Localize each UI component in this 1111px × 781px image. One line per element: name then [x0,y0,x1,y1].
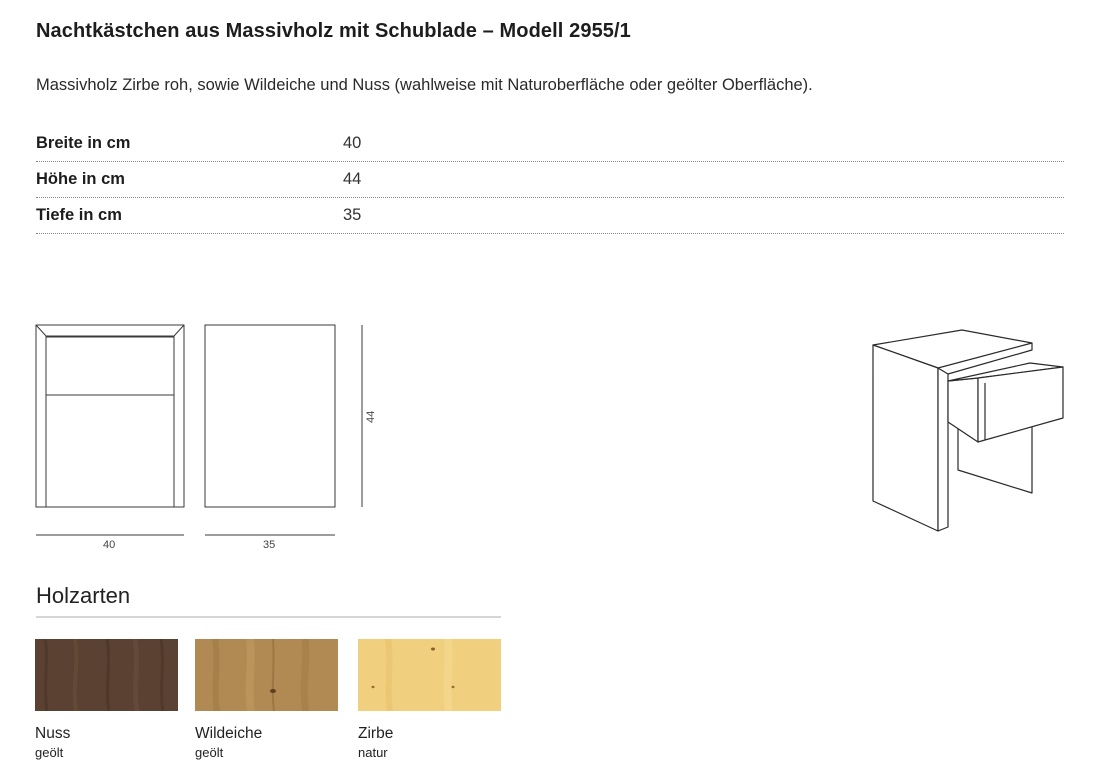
spec-label: Tiefe in cm [36,206,122,224]
oak-texture [195,639,338,711]
wood-name: Wildeiche [195,725,263,742]
walnut-texture [35,639,178,711]
product-title: Nachtkästchen aus Massivholz mit Schublade – Modell 2955/1 [36,20,631,42]
wood-finish: geölt [35,745,64,760]
spec-value: 35 [343,206,362,224]
wood-name: Zirbe [358,725,394,742]
product-description: Massivholz Zirbe roh, sowie Wildeiche und Nuss (wahlweise mit Naturoberfläche oder geölter Oberfläche). [36,76,813,94]
spec-value: 40 [343,134,362,152]
side-view-drawing [205,325,335,507]
front-width-label: 40 [103,539,116,551]
spec-value: 44 [343,170,362,188]
wood-finish: geölt [195,745,224,760]
wood-finish: natur [358,745,388,760]
wood-swatch-zirbe [358,639,501,711]
pine-texture [358,639,501,711]
side-depth-label: 35 [263,539,276,551]
wood-name: Nuss [35,725,71,742]
section-divider [36,616,501,618]
wood-swatch-wildeiche [195,639,338,711]
wood-swatch-nuss [35,639,178,711]
height-label: 44 [365,410,377,423]
spec-label: Höhe in cm [36,170,125,188]
spec-label: Breite in cm [36,134,131,152]
front-view-drawing [36,325,184,507]
wood-types-heading: Holzarten [36,583,131,608]
isometric-view-drawing [873,330,1063,531]
